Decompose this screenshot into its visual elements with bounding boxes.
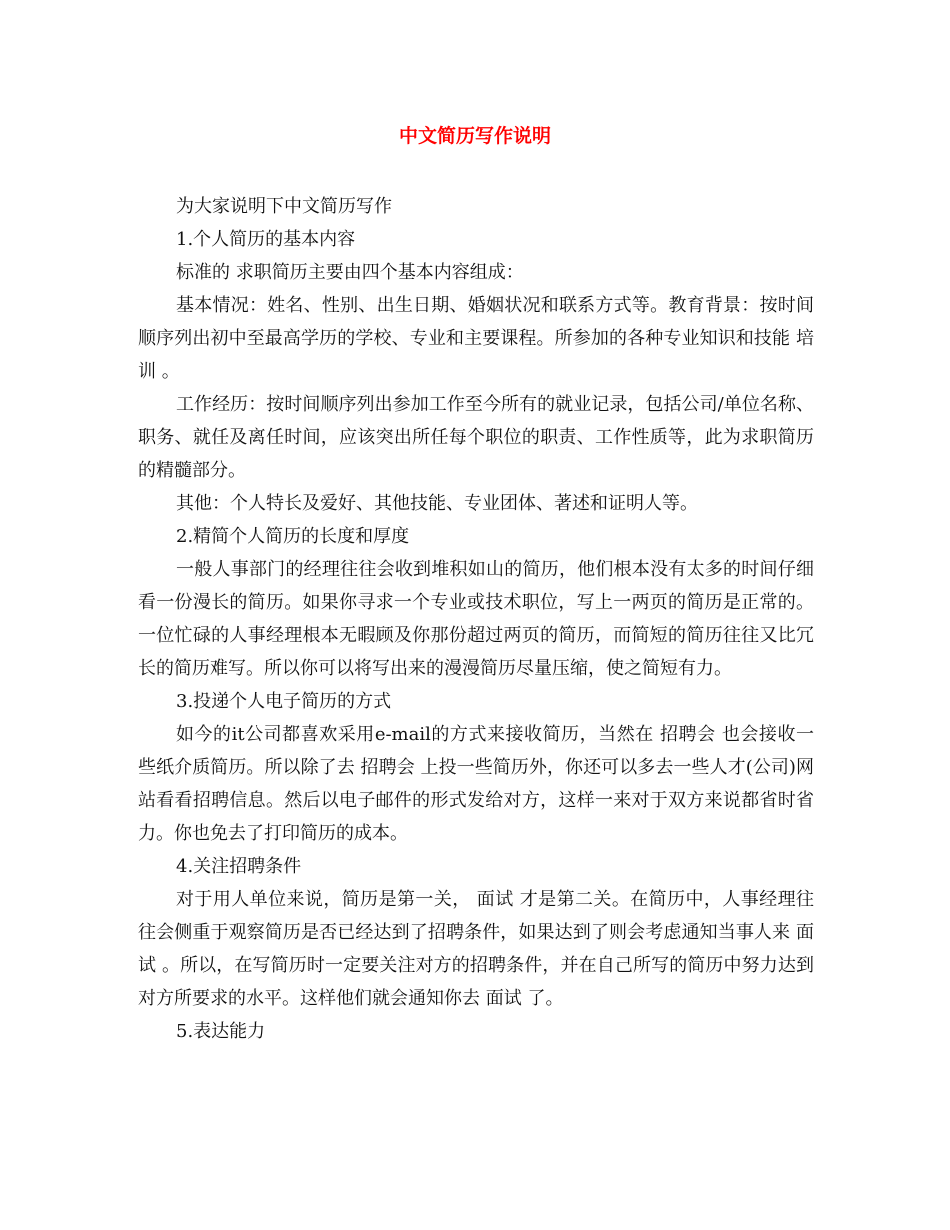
section-heading-1: 1.个人简历的基本内容 <box>176 229 356 250</box>
document-body <box>138 190 814 1048</box>
paragraph: 标准的 求职简历主要由四个基本内容组成： <box>176 262 524 283</box>
section-heading-4: 4.关注招聘条件 <box>176 856 302 877</box>
paragraph: 一般人事部门的经理往往会收到堆积如山的简历，他们根本没有太多的时间仔细看一份漫长的简历。如果你寻求一个专业或技术职位，写上一两页的简历是正常的。一位忙碌的人事经理根本无暇顾及你那份超过两页的简历，而简短的简历往往又比冗长的简历难写。所以你可以将写出来的漫漫简历尽量压缩，使之简短有力。 <box>138 559 814 679</box>
paragraph: 对于用人单位来说，简历是第一关， 面试 才是第二关。在简历中，人事经理往往会侧重于观察简历是否已经达到了招聘条件，如果达到了则会考虑通知当事人来 面试 。所以，在写简历时一定要关注对方的招聘条件，并在自己所写的简历中努力达到对方所要求的水平。这样他们就会通知你去 面试 了。 <box>138 889 814 1009</box>
section-heading-2: 2.精简个人简历的长度和厚度 <box>176 526 410 547</box>
section-heading-3: 3.投递个人电子简历的方式 <box>176 691 392 712</box>
paragraph: 工作经历：按时间顺序列出参加工作至今所有的就业记录，包括公司/单位名称、职务、就任及离任时间，应该突出所任每个职位的职责、工作性质等，此为求职简历的精髓部分。 <box>138 394 814 481</box>
paragraph: 如今的it公司都喜欢采用e-mail的方式来接收简历，当然在 招聘会 也会接收一些纸介质简历。所以除了去 招聘会 上投一些简历外，你还可以多去一些人才(公司)网站看看招聘信息。然后以电子邮件的形式发给对方，这样一来对于双方来说都省时省力。你也免去了打印简历的成本。 <box>138 724 815 844</box>
section-heading-5: 5.表达能力 <box>176 1021 266 1042</box>
intro-paragraph: 为大家说明下中文简历写作 <box>176 196 392 217</box>
document-title: 中文简历写作说明 <box>398 125 551 147</box>
paragraph: 其他：个人特长及爱好、其他技能、专业团体、著述和证明人等。 <box>176 493 698 514</box>
paragraph: 基本情况：姓名、性别、出生日期、婚姻状况和联系方式等。教育背景：按时间顺序列出初中至最高学历的学校、专业和主要课程。所参加的各种专业知识和技能 培训 。 <box>138 295 814 382</box>
